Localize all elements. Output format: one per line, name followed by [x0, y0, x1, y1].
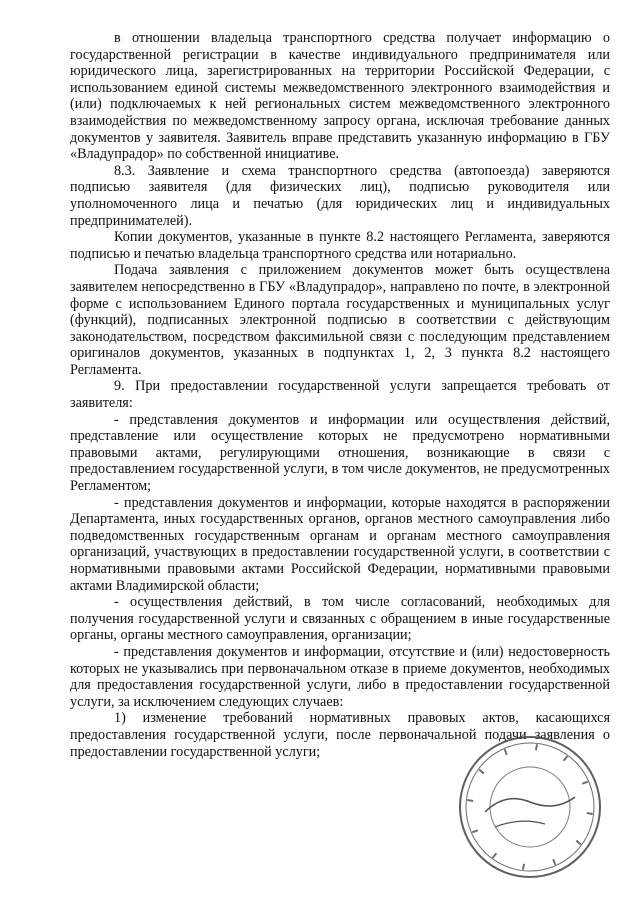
- list-item-actions: - осуществления действий, в том числе согласований, необходимых для получения государственной услуги и связанных с обращением в иные государственные органы, органы местного самоуправления, организации;: [70, 594, 610, 644]
- list-item-refusal: - представления документов и информации, отсутствие и (или) недостоверность которых не указывались при первоначальном отказе в приеме документов, необходимых для предоставления государственной услуги, либо в предоставлении государственной услуги, за исключением следующих случаев:: [70, 643, 610, 710]
- list-item-case-1: 1) изменение требований нормативных правовых актов, касающихся предоставления государственной услуги, после первоначальной подачи заявления о предоставлении государственной услуги;: [70, 710, 610, 760]
- document-page: [70, 30, 610, 760]
- paragraph-copies: Копии документов, указанные в пункте 8.2 настоящего Регламента, заверяются подписью и печатью владельца транспортного средства или нотариально.: [70, 229, 610, 262]
- list-item-department: - представления документов и информации, которые находятся в распоряжении Департамента, иных государственных органов, органов местного самоуправления либо подведомственных государственным органам и органам местного самоуправления организаций, участвующих в предоставлении государственной услуги, в соответствии с нормативными правовыми актами Российской Федерации, нормативными правовыми актами Владимирской области;: [70, 494, 610, 594]
- paragraph-continuation: в отношении владельца транспортного средства получает информацию о государственной регистрации в качестве индивидуального предпринимателя или юридического лица, зарегистрированных на территории Российской Федерации, с использованием единой системы межведомственного электронного взаимодействия и (или) подключаемых к ней региональных систем межведомственного электронного взаимодействия по межведомственному запросу органа, исключая требование данных документов у заявителя. Заявитель вправе представить указанную информацию в ГБУ «Владупрадор» по собственной инициативе.: [70, 30, 610, 163]
- list-item-documents: - представления документов и информации или осуществления действий, представление или осуществление которых не предусмотрено нормативными правовыми актами, регулирующими отношения, возникающие в связи с предоставлением государственной услуги, в том числе документов, не предусмотренных Регламентом;: [70, 411, 610, 495]
- paragraph-9: 9. При предоставлении государственной услуги запрещается требовать от заявителя:: [70, 378, 610, 412]
- paragraph-8-3: 8.3. Заявление и схема транспортного средства (автопоезда) заверяются подписью заявителя (для физических лиц), подписью руководителя или уполномоченного лица и печатью (для юридических лиц и индивидуальных предпринимателей).: [70, 162, 610, 229]
- paragraph-submission: Подача заявления с приложением документов может быть осуществлена заявителем непосредственно в ГБУ «Владупрадор», направлено по почте, в электронной форме с использованием Единого портала государственных и муниципальных услуг (функций), подписанных электронной подписью в соответствии с действующим законодательством, посредством факсимильной связи с последующим представлением оригиналов документов, указанных в подпунктах 1, 2, 3 пункта 8.2 настоящего Регламента.: [70, 262, 610, 378]
